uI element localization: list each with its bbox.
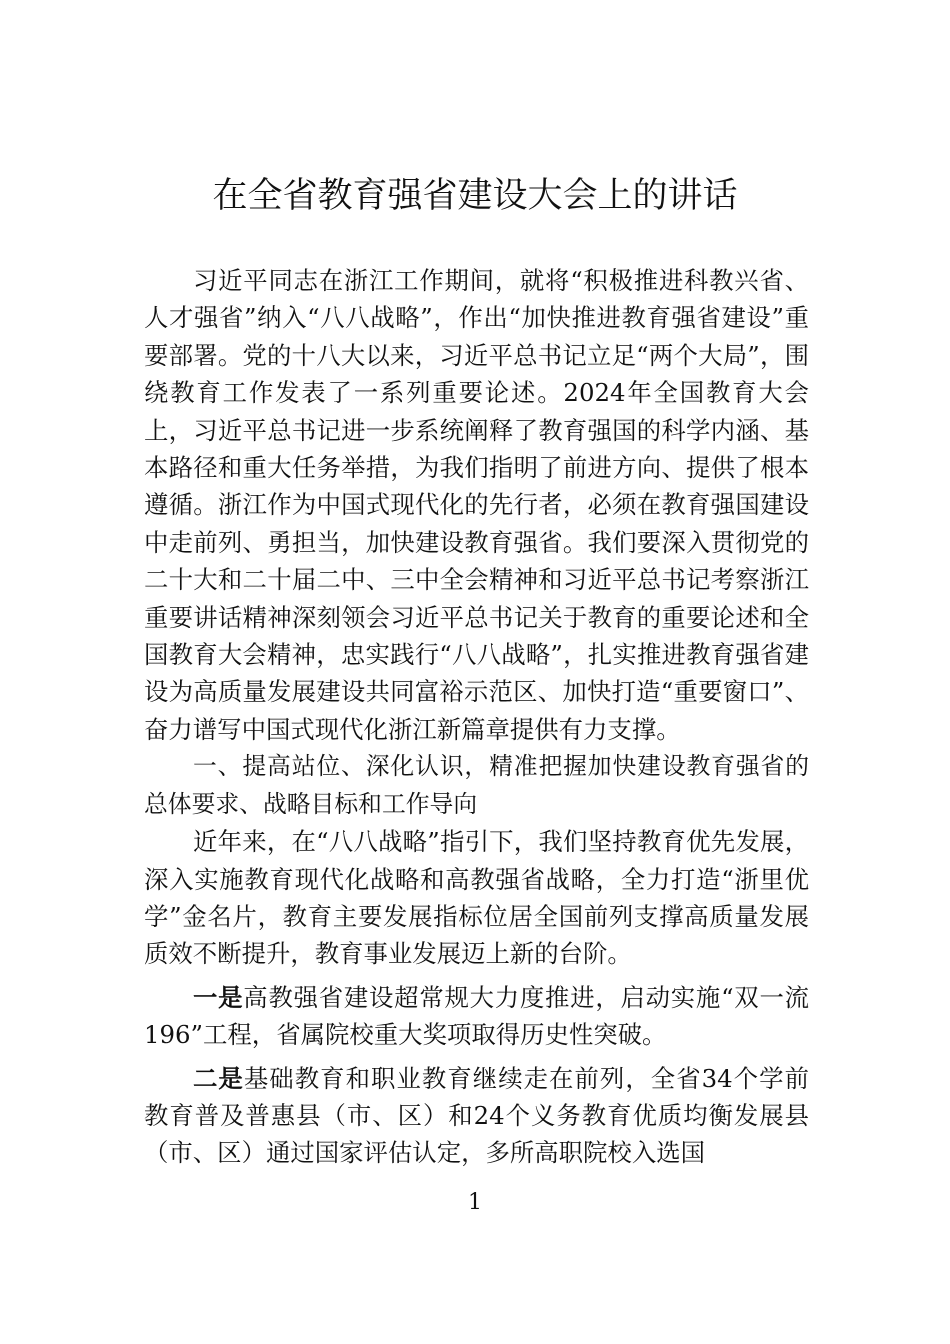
paragraph-point-2: [144, 1060, 809, 1172]
point-2-text: 基础教育和职业教育继续走在前列，全省34个学前教育普及普惠县（市、区）和24个义务教育优质均衡发展县（市、区）通过国家评估认定，多所高职院校入选国: [144, 1063, 809, 1168]
point-2-lead: 二是: [193, 1063, 244, 1093]
point-1-lead: 一是: [193, 982, 244, 1012]
point-1-text: 高教强省建设超常规大力度推进，启动实施“双一流196”工程，省属院校重大奖项取得历史性突破。: [144, 982, 809, 1050]
paragraph-point-1: [144, 979, 809, 1054]
document-body: [144, 262, 809, 1172]
document-title: 在全省教育强省建设大会上的讲话: [212, 176, 738, 216]
page-number: 1: [468, 1190, 482, 1215]
paragraph-intro: 习近平同志在浙江工作期间，就将“积极推进科教兴省、人才强省”纳入“八八战略”，作出“加快推进教育强省建设”重要部署。党的十八大以来，习近平总书记立足“两个大局”，围绕教育工作发表了一系列重要论述。2024年全国教育大会上，习近平总书记进一步系统阐释了教育强国的科学内涵、基本路径和重大任务举措，为我们指明了前进方向、提供了根本遵循。浙江作为中国式现代化的先行者，必须在教育强国建设中走前列、勇担当，加快建设教育强省。我们要深入贯彻党的二十大和二十届二中、三中全会精神和习近平总书记考察浙江重要讲话精神深刻领会习近平总书记关于教育的重要论述和全国教育大会精神，忠实践行“八八战略”，扎实推进教育强省建设为高质量发展建设共同富裕示范区、加快打造“重要窗口”、奋力谱写中国式现代化浙江新篇章提供有力支撑。: [144, 266, 809, 744]
paragraph-overview: 近年来，在“八八战略”指引下，我们坚持教育优先发展，深入实施教育现代化战略和高教强省战略，全力打造“浙里优学”金名片，教育主要发展指标位居全国前列支撑高质量发展质效不断提升，教育事业发展迈上新的台阶。: [144, 827, 809, 969]
section-heading-1: 一、提高站位、深化认识，精准把握加快建设教育强省的总体要求、战略目标和工作导向: [144, 752, 809, 818]
